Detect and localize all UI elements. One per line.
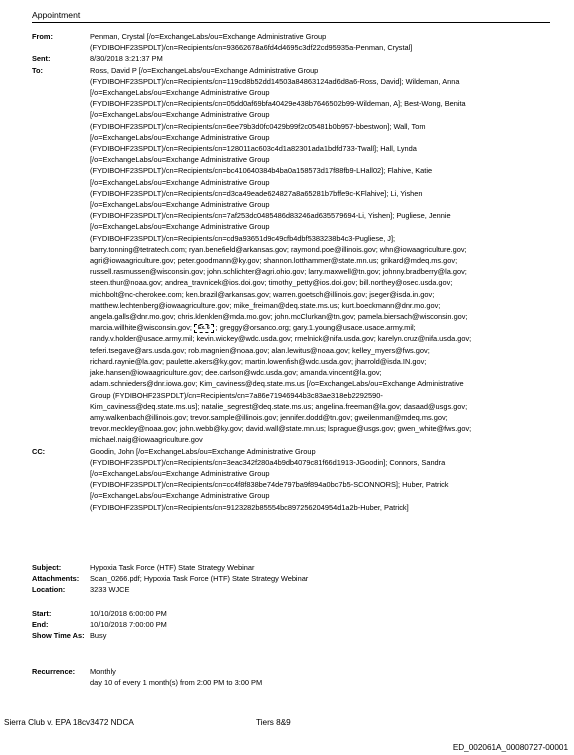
message-header <box>32 31 552 513</box>
end-row <box>32 619 552 630</box>
show-time-row <box>32 630 552 641</box>
cc-row <box>32 446 552 513</box>
recurrence-detail: day 10 of every 1 month(s) from 2:00 PM to 3:00 PM <box>90 678 263 688</box>
sent-value: 8/30/2018 3:21:37 PM <box>90 54 163 64</box>
to-recipients-part2: ; greggy@orsanco.org; gary.1.young@usace.usace.army.mil; randy.v.holder@usace.army.mil; kevin.wickey@wdc.usda.gov; rmelnick@nifa.usda.gov; karelyn.cruz@nifa.usda.gov; teferi.tsegave@ars.usda.gov; rob.magnien@noaa.gov; alan.lewitus@noaa.gov; kelley_myers@fws.gov; richard.raynie@la.gov; paulette.akers@ky.gov; martin.lowenfish@wdc.usda.gov; jharrold@isda.IN.gov; jake.hansen@iowaagriculture.gov; dee.carlson@wdc.usda.gov; amanda.vincent@la.gov; adam.schnieders@dnr.iowa.gov; Kim_caviness@deq.state.ms.us [/o=ExchangeLabs/ou=Exchange Administrative Group (FYDIBOHF23SPDLT)/cn=Recipients/cn=7a86e71946944b3c83ae318eb2292590- Kim_caviness@deq.state.ms.us]; natalie_segrest@deq.state.ms.us; angelina.freeman@la.gov; dasaad@usgs.gov; amy.walkenbach@illinois.gov; trevor.sample@illinois.gov; jennifer.dodd@tn.gov; gweilenman@mdeq.ms.gov; trevor.meckley@noaa.gov; john.webb@ky.gov; david.wall@state.mn.us; lsprague@usgs.gov; gwen_white@fws.gov; michael.naig@iowaagriculture.gov <box>90 323 472 445</box>
cc-value: Goodin, John [/o=ExchangeLabs/ou=Exchange Administrative Group (FYDIBOHF23SPDLT)/cn=Recipients/cn=3eac342f280a4b9db4079c81f66d1913-JGoodin]; Connors, Sandra [/o=ExchangeLabs/ou=Exchange Administrative Group (FYDIBOHF23SPDLT)/cn=Recipients/cn=cc4f8f838be74de797ba9f894a0bc7b5-SCONNORS]; Huber, Patrick [/o=ExchangeLabs/ou=Exchange Administrative Group (FYDIBOHF23SPDLT)/cn=Recipients/cn=9123282b85554bc897256204954d1a2b-Huber, Patrick] <box>90 446 449 512</box>
recurrence-spacer <box>32 677 90 688</box>
title-divider <box>32 22 550 23</box>
to-value <box>90 65 552 446</box>
location-row <box>32 584 552 595</box>
from-row <box>32 31 552 53</box>
to-row <box>32 65 552 446</box>
attachments-label: Attachments: <box>32 574 80 584</box>
footer-tier-label: Tiers 8&9 <box>256 718 291 727</box>
attachments-row <box>32 573 552 584</box>
subject-row <box>32 562 552 573</box>
recurrence-block <box>32 666 552 688</box>
start-row <box>32 608 552 619</box>
footer-bates-number: ED_002061A_00080727-00001 <box>452 743 568 752</box>
redaction-box: Ex. 6 <box>194 324 214 333</box>
attachments-value: Scan_0266.pdf; Hypoxia Task Force (HTF) State Strategy Webinar <box>90 574 309 584</box>
to-recipients-part1: Ross, David P [/o=ExchangeLabs/ou=Exchange Administrative Group (FYDIBOHF23SPDLT)/cn=Recipients/cn=119cd8b52dd14503a84863124ad6d8a6-Ross, David]; Wildeman, Anna [/o=ExchangeLabs/ou=Exchange Administrative Group (FYDIBOHF23SPDLT)/cn=Recipients/cn=05dd0af69bfa40429e438b7646502b99-Wildeman, A]; Best-Wong, Benita [/o=ExchangeLabs/ou=Exchange Administrative Group (FYDIBOHF23SPDLT)/cn=Recipients/cn=6ee79b3d0fc0429b99f2c05481b0b957-bbestwon]; Wall, Tom [/o=ExchangeLabs/ou=Exchange Administrative Group (FYDIBOHF23SPDLT)/cn=Recipients/cn=128011ac603c4d1a82301ada1bdfd733-Twall]; Hall, Lynda [/o=ExchangeLabs/ou=Exchange Administrative Group (FYDIBOHF23SPDLT)/cn=Recipients/cn=bc410640384b4ba0a158573d17f88fb9-LHall02]; Flahive, Katie [/o=ExchangeLabs/ou=Exchange Administrative Group (FYDIBOHF23SPDLT)/cn=Recipients/cn=d3ca49eade624827a8a65281b7bffe9c-KFlahive]; Li, Yishen [/o=ExchangeLabs/ou=Exchange Administrative Group (FYDIBOHF23SPDLT)/cn=Recipients/cn=7af253dc0485486d83246ad635579694-Li, Yishen]; Pugliese, Jennie [/o=ExchangeLabs/ou=Exchange Administrative Group (FYDIBOHF23SPDLT)/cn=Recipients/cn=cd9a93651d9c49cfb4dbf5383238b4c3-Pugliese, J]; barry.tonning@tetratech.com; ryan.benefield@arkansas.gov; raymond.poe@illinois.gov; whn@iowaagriculture.gov; agri@iowaagriculture.gov; peter.goodmann@ky.gov; shannon.lotthammer@state.mn.us; grikard@mdeq.ms.gov; russell.rasmussen@wisconsin.gov; john.schlichter@agri.ohio.gov; larry.maxwell@tn.gov; johnny.bradberry@la.gov; steen.thur@noaa.gov; andrea_travnicek@ios.doi.gov; timothy_petty@ios.doi.gov; bill.northey@osec.usda.gov; michbolt@nc-cherokee.com; ken.brazil@arkansas.gov; warren.goetsch@illinois.gov; jseger@isda.in.gov; matthew.lechtenberg@iowaagriculture.gov; mike_freiman@deq.state.ms.us; kurt.boeckmann@dnr.mo.gov; angela.galls@dnr.mo.gov; chris.klenklen@mda.mo.gov; john.mcClurkan@tn.gov; pamela.biersach@wisconsin.gov; marcia.willhite@wisconsin.gov; <box>90 65 468 333</box>
show-time-value: Busy <box>90 631 107 641</box>
from-label: From: <box>32 32 53 41</box>
location-label: Location: <box>32 585 66 595</box>
subject-value: Hypoxia Task Force (HTF) State Strategy Webinar <box>90 563 255 572</box>
recurrence-label: Recurrence: <box>32 667 76 676</box>
footer-case-label: Sierra Club v. EPA 18cv3472 NDCA <box>4 718 134 727</box>
recurrence-value: Monthly <box>90 667 116 676</box>
start-label: Start: <box>32 609 52 618</box>
location-value: 3233 WJCE <box>90 585 130 595</box>
from-value: Penman, Crystal [/o=ExchangeLabs/ou=Exchange Administrative Group (FYDIBOHF23SPDLT)/cn=Recipients/cn=93662678a6fd4d4695c3df22cd95935a-Penman, Crystal] <box>90 32 413 53</box>
recurrence-row <box>32 666 552 677</box>
details-block <box>32 562 552 596</box>
start-value: 10/10/2018 6:00:00 PM <box>90 609 167 618</box>
subject-label: Subject: <box>32 563 62 572</box>
sent-row <box>32 53 552 64</box>
show-time-label: Show Time As: <box>32 631 85 641</box>
recurrence-detail-row <box>32 677 552 688</box>
page-title: Appointment <box>32 10 81 20</box>
to-label: To: <box>32 65 43 75</box>
sent-label: Sent: <box>32 54 51 64</box>
schedule-block <box>32 608 552 642</box>
cc-label: CC: <box>32 446 46 456</box>
end-label: End: <box>32 620 49 630</box>
end-value: 10/10/2018 7:00:00 PM <box>90 620 167 630</box>
